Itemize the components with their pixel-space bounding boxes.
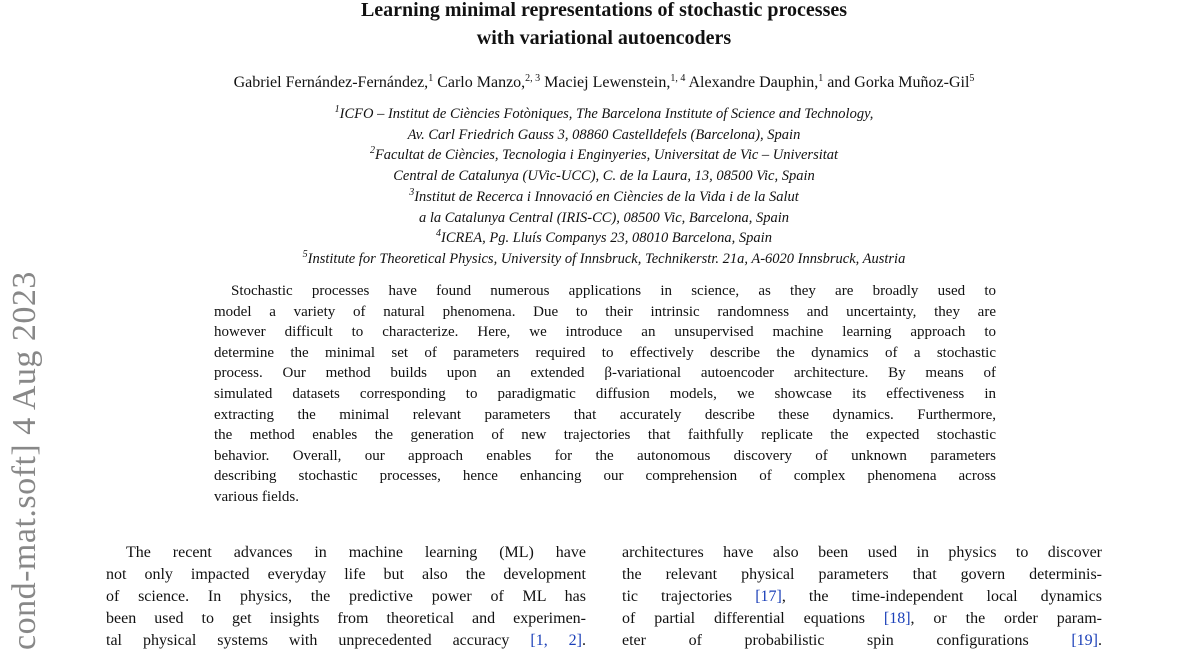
author-affiliation-marker: 1 xyxy=(428,73,434,84)
body-line: the relevant physical parameters that govern determinis- xyxy=(622,566,1102,583)
affiliation-number: 3 xyxy=(409,186,415,198)
affiliation-line xyxy=(0,208,1200,229)
abstract-line: model a variety of natural phenomena. Due to their intrinsic randomness and uncertainty, they are xyxy=(214,303,996,320)
affiliation-line xyxy=(0,249,1200,270)
body-line xyxy=(622,630,1102,652)
abstract-line: the method enables the generation of new trajectories that faithfully replicate the expected stochastic xyxy=(214,427,996,444)
body-line: architectures have also been used in physics to discover xyxy=(622,544,1102,561)
citation-link[interactable]: [19] xyxy=(1071,632,1098,649)
affiliation-text: Institut de Recerca i Innovació en Ciències de la Vida i de la Salut xyxy=(414,188,799,205)
affiliation-number: 4 xyxy=(436,228,442,240)
body-text: , or the order param- xyxy=(910,610,1103,627)
affiliation-line xyxy=(0,104,1200,125)
paper-title xyxy=(0,0,1200,52)
author-affiliation-marker: 1, 4 xyxy=(670,73,686,84)
affiliation-line xyxy=(0,228,1200,249)
author-affiliation-marker: 1 xyxy=(818,73,824,84)
author-list xyxy=(0,73,1200,93)
affiliation-text: ICREA, Pg. Lluís Companys 23, 08010 Barcelona, Spain xyxy=(441,230,772,247)
body-line: The recent advances in machine learning (ML) have xyxy=(126,544,586,561)
arxiv-identifier-stamp: cond-mat.soft] 4 Aug 2023 xyxy=(6,271,43,650)
author-affiliation-marker: 5 xyxy=(969,73,975,84)
author-name: Gabriel Fernández-Fernández, xyxy=(233,74,429,91)
citation-link[interactable]: [18] xyxy=(883,610,911,627)
author-name: Alexandre Dauphin, xyxy=(688,74,819,91)
body-text: tic trajectories xyxy=(622,588,756,605)
abstract-line: extracting the minimal relevant parameters that accurately describe these dynamics. Furthermore, xyxy=(214,406,996,423)
affiliation-line xyxy=(0,145,1200,166)
author-name: Carlo Manzo, xyxy=(437,74,526,91)
abstract-line: however difficult to characterize. Here, we introduce an unsupervised machine learning approach to xyxy=(214,324,996,341)
citation-link[interactable]: [17] xyxy=(755,588,782,605)
body-text: eter of probabilistic spin configurations xyxy=(622,632,1072,649)
abstract-line: determine the minimal set of parameters required to effectively describe the dynamics of a stochastic xyxy=(214,344,996,361)
abstract-line: various fields. xyxy=(214,488,299,505)
affiliation-text: Central de Catalunya (UVic-UCC), C. de la Laura, 13, 08500 Vic, Spain xyxy=(393,168,815,185)
body-text: . xyxy=(1098,632,1102,649)
citation-link[interactable]: [1, 2] xyxy=(530,632,583,649)
body-line xyxy=(622,586,1102,608)
title-line-2: with variational autoencoders xyxy=(476,27,732,49)
affiliation-list xyxy=(0,104,1200,270)
body-line xyxy=(622,608,1102,630)
affiliation-line xyxy=(0,125,1200,146)
abstract-line: describing stochastic processes, hence enhancing our comprehension of complex phenomena across xyxy=(214,468,996,485)
body-text: , the time-independent local dynamics xyxy=(781,588,1103,605)
affiliation-line xyxy=(0,187,1200,208)
affiliation-text: Av. Carl Friedrich Gauss 3, 08860 Castelldefels (Barcelona), Spain xyxy=(407,126,801,143)
abstract-line: simulated datasets corresponding to paradigmatic diffusion models, we showcase its effectiveness in xyxy=(214,385,996,402)
affiliation-number: 5 xyxy=(302,248,308,260)
body-text: . xyxy=(582,632,587,649)
abstract-line: behavior. Overall, our approach enables for the autonomous discovery of unknown parameters xyxy=(214,447,996,464)
affiliation-number: 2 xyxy=(369,145,375,157)
author-name: and Gorka Muñoz-Gil xyxy=(827,74,970,91)
affiliation-number: 1 xyxy=(334,104,340,115)
affiliation-text: ICFO – Institut de Ciències Fotòniques, The Barcelona Institute of Science and Technology, xyxy=(339,106,874,122)
abstract-line: process. Our method builds upon an extended β-variational autoencoder architecture. By means of xyxy=(214,365,996,382)
author-name: Maciej Lewenstein, xyxy=(544,74,671,91)
affiliation-text: a la Catalunya Central (IRIS-CC), 08500 Vic, Barcelona, Spain xyxy=(418,209,790,226)
body-column-left xyxy=(106,542,586,652)
body-line: of science. In physics, the predictive power of ML has xyxy=(106,588,586,605)
body-text: tal physical systems with unprecedented accuracy xyxy=(106,632,531,649)
affiliation-text: Facultat de Ciències, Tecnologia i Enginyeries, Universitat de Vic – Universitat xyxy=(374,147,839,164)
body-line xyxy=(106,630,586,652)
abstract xyxy=(214,281,996,508)
body-line: been used to get insights from theoretical and experimen- xyxy=(106,610,586,627)
body-column-right xyxy=(622,542,1102,652)
title-line-1: Learning minimal representations of stochastic processes xyxy=(360,0,848,21)
author-affiliation-marker: 2, 3 xyxy=(525,73,541,84)
body-line: not only impacted everyday life but also the development xyxy=(106,566,586,583)
affiliation-text: Institute for Theoretical Physics, University of Innsbruck, Technikerstr. 21a, A-6020 Innsbruck, Austria xyxy=(307,250,906,267)
affiliation-line xyxy=(0,166,1200,187)
abstract-line: Stochastic processes have found numerous applications in science, as they are broadly used to xyxy=(231,283,996,299)
body-text: of partial differential equations xyxy=(622,610,884,627)
